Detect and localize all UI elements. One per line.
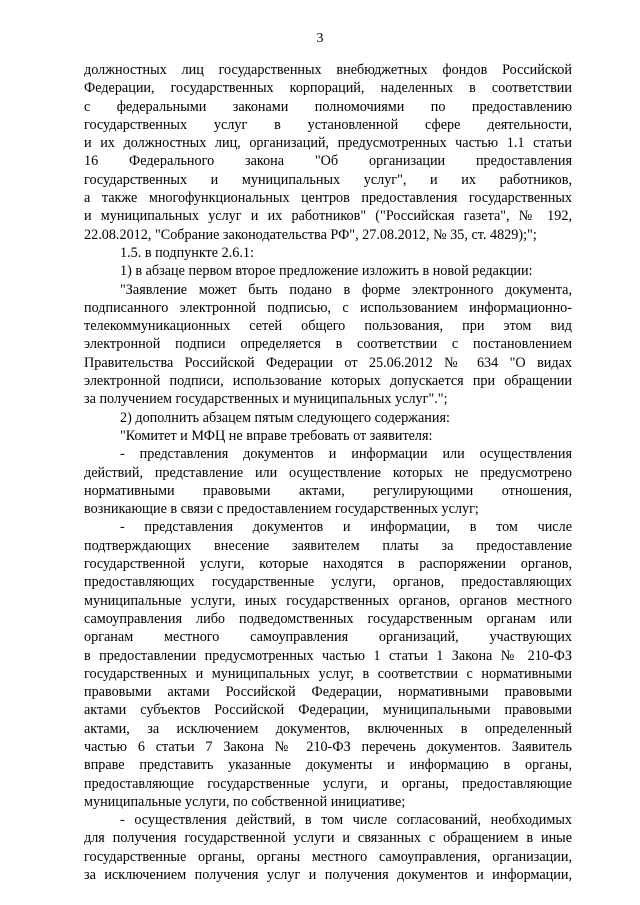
text-line: в предоставлении предусмотренных частью 1 статьи 1 Закона № 210-ФЗ — [84, 647, 572, 664]
text-line: предоставляющие государственные услуги, и органы, предоставляющие — [84, 775, 572, 792]
text-line: и муниципальных услуг и их работников" ("Российская газета", № 192, — [84, 208, 572, 225]
text-line: должностных лиц государственных внебюджетных фондов Российской — [84, 62, 572, 78]
text-line: государственных и муниципальных услуг, в соответствии с нормативными — [84, 665, 572, 682]
text-line: а также многофункциональных центров предоставления государственных — [84, 190, 572, 207]
text-line: с федеральными законами полномочиями по предоставлению — [84, 98, 572, 115]
document-body — [84, 61, 572, 884]
text-line: "Комитет и МФЦ не вправе требовать от заявителя: — [120, 427, 433, 444]
text-line: актами субъектов Российской Федерации, муниципальными правовыми — [84, 702, 572, 719]
text-line: органам местного самоуправления организаций, участвующих — [84, 629, 572, 646]
text-line: телекоммуникационных сетей общего пользования, при этом вид — [84, 318, 572, 335]
text-line: "Заявление может быть подано в форме электронного документа, — [120, 281, 572, 298]
text-line: вправе представить указанные документы и информацию в органы, — [84, 757, 572, 774]
text-line: - представления документов и информации или осуществления — [120, 446, 572, 463]
text-line: за исключением получения услуг и получения документов и информации, — [84, 867, 572, 884]
text-line: электронной подписи определяется в соответствии с постановлением — [84, 336, 572, 353]
text-line: актами, за исключением документов, включенных в определенный — [84, 720, 572, 737]
text-line: 1) в абзаце первом второе предложение изложить в новой редакции: — [120, 263, 533, 280]
text-line: действий, представление или осуществление которых не предусмотрено — [84, 464, 572, 481]
text-line: электронной подписи, использование которых допускается при обращении — [84, 373, 572, 390]
text-line: и их должностных лиц, организаций, предусмотренных частью 1.1 статьи — [84, 135, 572, 152]
text-line: правовыми актами Российской Федерации, нормативными правовыми — [84, 684, 572, 701]
text-line: Правительства Российской Федерации от 25.06.2012 № 634 "О видах — [84, 354, 572, 371]
text-line: 22.08.2012, "Собрание законодательства РФ", 27.08.2012, № 35, ст. 4829);"; — [84, 226, 537, 243]
text-line: подписанного электронной подписью, с использованием информационно- — [84, 299, 572, 316]
text-line: Федерации, государственных корпораций, наделенных в соответствии — [84, 80, 572, 97]
text-line: самоуправления либо подведомственных государственным органам или — [84, 610, 572, 627]
text-line: подтверждающих внесение заявителем платы за предоставление — [84, 537, 572, 554]
text-line: 2) дополнить абзацем пятым следующего содержания: — [120, 409, 450, 426]
text-line: за получением государственных и муниципальных услуг"."; — [84, 391, 448, 408]
text-line: - осуществления действий, в том числе согласований, необходимых — [120, 812, 572, 829]
text-line: государственные органы, органы местного самоуправления, организации, — [84, 848, 572, 865]
text-line: муниципальные услуги, иных государственных органов, органов местного — [84, 592, 572, 609]
text-line: нормативными правовыми актами, регулирующими отношения, — [84, 482, 572, 499]
text-line: 16 Федерального закона "Об организации предоставления — [84, 153, 572, 170]
text-line: государственных услуг в установленной сфере деятельности, — [84, 116, 572, 133]
text-line: частью 6 статьи 7 Закона № 210-ФЗ перечень документов. Заявитель — [84, 738, 572, 755]
text-line: - представления документов и информации, в том числе — [120, 519, 572, 536]
text-line: муниципальные услуги, по собственной инициативе; — [84, 793, 406, 810]
text-line: государственных и муниципальных услуг", и их работников, — [84, 171, 572, 188]
text-line: для получения государственной услуги и связанных с обращением в иные — [84, 830, 572, 847]
page-number: 3 — [316, 31, 324, 46]
text-line: 1.5. в подпункте 2.6.1: — [120, 244, 254, 261]
text-line: предоставляющих государственные услуги, органов, предоставляющих — [84, 574, 572, 591]
text-line: возникающие в связи с предоставлением государственных услуг; — [84, 501, 479, 518]
text-line: государственной услуги, которые находятся в распоряжении органов, — [84, 556, 572, 573]
